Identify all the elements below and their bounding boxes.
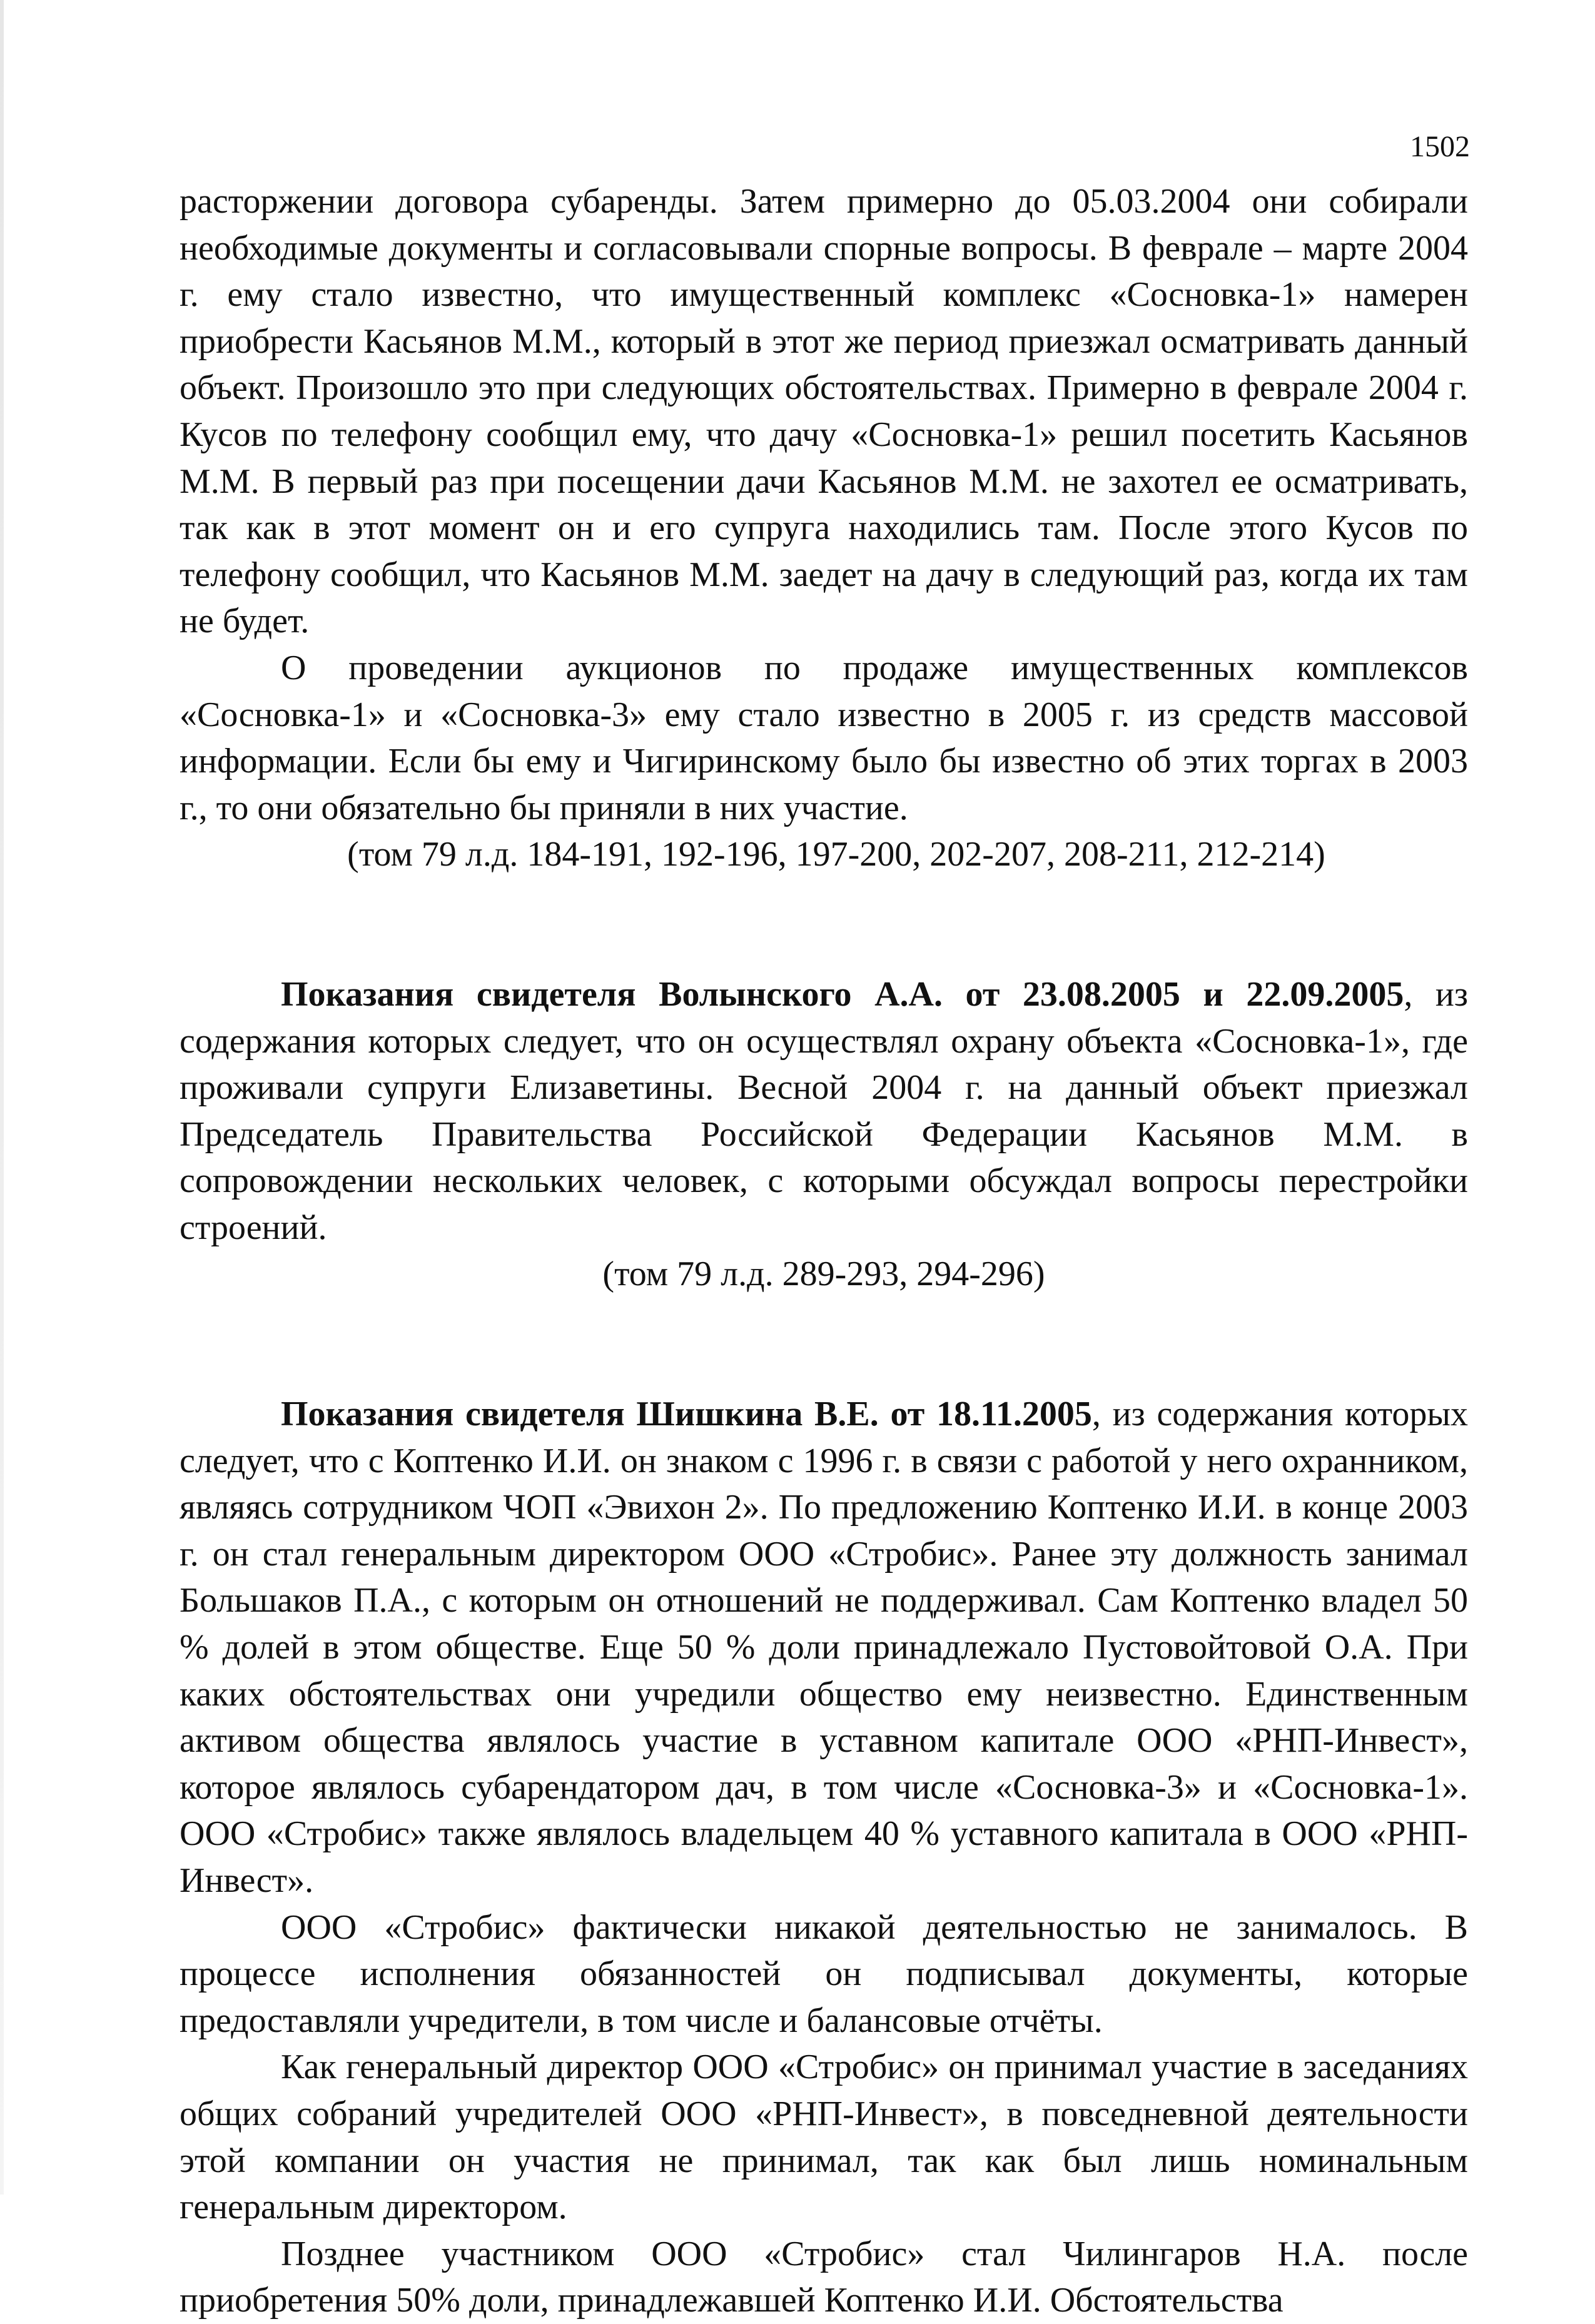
page-number: 1502 bbox=[1410, 130, 1470, 163]
section-gap bbox=[180, 878, 1468, 971]
scan-edge bbox=[0, 0, 4, 2195]
testimony-heading: Показания свидетеля Волынского А.А. от 23.08.2005 и 22.09.2005 bbox=[281, 974, 1404, 1014]
volume-reference: (том 79 л.д. 289-293, 294-296) bbox=[602, 1255, 1045, 1294]
paragraph-strobis-activity: ООО «Стробис» фактически никакой деятельностью не занималось. В процессе исполнения обязанностей он подписывал документы, которые предоставляли учредители, в том числе и балансовые отчёты. bbox=[180, 1907, 1468, 2040]
testimony-text: , из содержания которых следует, что с Коптенко И.И. он знаком с 1996 г. в связи с работой у него охранником, являясь сотрудником ЧОП «Эвихон 2». По предложению Коптенко И.И. в конце 2003 г. он стал генеральным директором ООО «Стробис». Ранее эту должность занимал Большаков П.А., с которым он отношений не поддерживал. Сам Коптенко владел 50 % долей в этом обществе. Еще 50 % доли принадлежало Пустовойтовой О.А. При каких обстоятельствах они учредили общество ему неизвестно. Единственным активом общества являлось участие в уставном капитале ООО «РНП-Инвест», которое являлось субарендатором дач, в том числе «Сосновка-3» и «Сосновка-1». ООО «Стробис» также являлось владельцем 40 % уставного капитала в ООО «РНП-Инвест». bbox=[180, 1395, 1469, 1900]
paragraph-director-role: Как генеральный директор ООО «Стробис» он принимал участие в заседаниях общих собраний учредителей ООО «РНП-Инвест», в повседневной деятельности этой компании он участия не принимал, так как был лишь номинальным генеральным директором. bbox=[180, 2048, 1468, 2227]
paragraph-continuation: расторжении договора субаренды. Затем примерно до 05.03.2004 они собирали необходимые документы и согласовывали спорные вопросы. В феврале – марте 2004 г. ему стало известно, что имущественный комплекс «Сосновка-1» намерен приобрести Касьянов М.М., который в этот же период приезжал осматривать данный объект. Произошло это при следующих обстоятельствах. Примерно в феврале 2004 г. Кусов по телефону сообщил ему, что дачу «Сосновка-1» решил посетить Касьянов М.М. В первый раз при посещении дачи Касьянов М.М. не захотел ее осматривать, так как в этот момент он и его супруга находились там. После этого Кусов по телефону сообщил, что Касьянов М.М. заедет на дачу в следующий раз, когда их там не будет. bbox=[180, 182, 1468, 641]
section-gap bbox=[180, 1298, 1468, 1391]
volume-reference: (том 79 л.д. 184-191, 192-196, 197-200, 202-207, 208-211, 212-214) bbox=[347, 835, 1325, 874]
testimony-shishkin bbox=[180, 1391, 1468, 1904]
paragraph-chilingarov: Позднее участником ООО «Стробис» стал Чилингаров Н.А. после приобретения 50% доли, принадлежавшей Коптенко И.И. Обстоятельства bbox=[180, 2234, 1468, 2320]
paragraph-auctions: О проведении аукционов по продаже имущественных комплексов «Сосновка-1» и «Сосновка-3» ему стало известно в 2005 г. из средств массовой информации. Если бы ему и Чигиринскому было бы известно об этих торгах в 2003 г., то они обязательно бы приняли в них участие. bbox=[180, 648, 1468, 827]
testimony-text: , из содержания которых следует, что он осуществлял охрану объекта «Сосновка-1», где проживали супруги Елизаветины. Весной 2004 г. на данный объект приезжал Председатель Правительства Российской Федерации Касьянов М.М. в сопровождении нескольких человек, с которыми обсуждал вопросы перестройки строений. bbox=[180, 974, 1468, 1247]
testimony-heading: Показания свидетеля Шишкина В.Е. от 18.11.2005 bbox=[281, 1395, 1092, 1434]
testimony-volynsky bbox=[180, 971, 1468, 1251]
document-body bbox=[180, 178, 1468, 2324]
